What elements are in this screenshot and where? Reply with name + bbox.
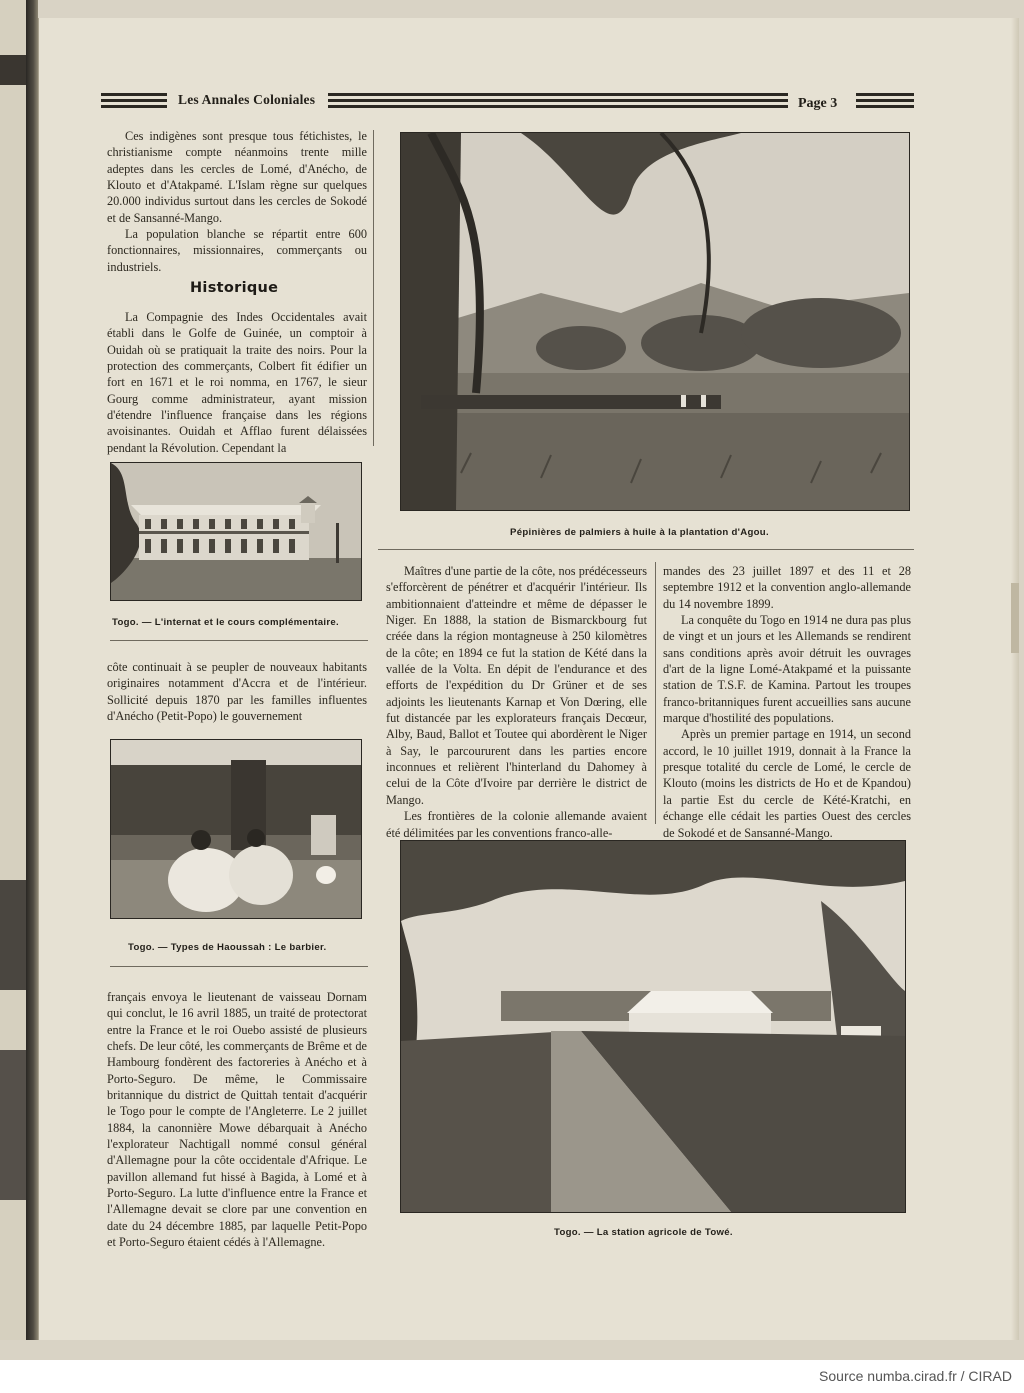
boarding-school-caption: Togo. — L'internat et le cours complémentaire. bbox=[112, 617, 340, 628]
section-rule bbox=[110, 966, 368, 967]
agricultural-station-caption: Togo. — La station agricole de Towé. bbox=[554, 1227, 733, 1238]
journal-title: Les Annales Coloniales bbox=[178, 92, 316, 107]
previous-page-edge bbox=[0, 0, 27, 1340]
paragraph: Les frontières de la colonie allemande avaient été délimitées par les conventions franco-alle- bbox=[386, 809, 647, 840]
barber-caption: Togo. — Types de Haoussah : Le barbier. bbox=[128, 942, 327, 953]
middle-column bbox=[386, 563, 647, 841]
previous-page-photo-edge-2 bbox=[0, 1050, 26, 1200]
left-column-history bbox=[107, 309, 367, 456]
left-column-continuation-2 bbox=[107, 989, 367, 1251]
agricultural-station-illustration bbox=[401, 841, 905, 1212]
boarding-school-photo bbox=[110, 462, 362, 601]
paragraph: français envoya le lieutenant de vaisseau Dornam qui conclut, le 16 avril 1885, un traité de protectorat entre la France et le roi Ouebo assisté de plusieurs chefs. De leur côté, les commerçants de Brême et de Hambourg fondèrent des factoreries à Anécho et à Porto-Seguro. De même, le Commissaire britannique du district de Quittah tentait d'acquérir le Togo pour le compte de l'Angleterre. Le 2 juillet 1884, la canonnière Mowe débarquait à Anécho l'explorateur Nachtigall nommé consul général d'Allemagne pour la côte occidentale d'Afrique. Le pavillon allemand fut hissé à Bagida, à Lomé et à Porto-Seguro. La lutte d'influence entre la France et l'Allemagne devait se clore par une convention en date du 24 décembre 1885, par laquelle Petit-Popo et Porto-Seguro étaient cédés à l'Allemagne. bbox=[107, 990, 367, 1250]
header-rule bbox=[328, 105, 788, 108]
palm-nursery-caption: Pépinières de palmiers à huile à la plantation d'Agou. bbox=[510, 527, 769, 538]
paragraph: La population blanche se répartit entre 600 fonctionnaires, missionnaires, commerçants ou industriels. bbox=[107, 227, 367, 274]
paragraph: La Compagnie des Indes Occidentales avait établi dans le Golfe de Guinée, un comptoir à Ouidah où se pratiquait la traite des noirs. Pour la protection des commerçants, Colbert fit édifier un fort en 1671 et le roi nomma, en 1767, le sieur Gourg comme administrateur, ayant mission d'étendre l'influence française dans les régions avoisinantes. Ouidah et Afflao furent délaissées pendant la Révolution. Cependant la bbox=[107, 310, 367, 455]
barber-illustration bbox=[111, 740, 361, 918]
header-rule bbox=[328, 93, 788, 96]
barber-photo bbox=[110, 739, 362, 919]
page-number: Page 3 bbox=[798, 96, 838, 111]
page-edge-tab bbox=[1011, 583, 1019, 653]
palm-nursery-illustration bbox=[401, 133, 909, 510]
boarding-school-illustration bbox=[111, 463, 361, 600]
header-rule bbox=[101, 99, 167, 102]
header-rule bbox=[328, 99, 788, 102]
paragraph: La conquête du Togo en 1914 ne dura pas plus de vingt et un jours et les Allemands se rendirent sans conditions après avoir détruit les ouvrages d'art de la ligne Lomé-Atakpamé et la puissante station de T.S.F. de Kamina. Partout les troupes franco-britanniques furent accueillies sans aucune marque d'hostilité des populations. bbox=[663, 613, 911, 726]
previous-page-photo-edge bbox=[0, 880, 26, 990]
column-rule bbox=[373, 130, 374, 446]
header-rule bbox=[856, 99, 914, 102]
left-column-continuation-1 bbox=[107, 659, 367, 724]
section-rule bbox=[378, 549, 914, 550]
header-rule bbox=[101, 105, 167, 108]
left-column-intro bbox=[107, 128, 367, 275]
footer bbox=[0, 1360, 1024, 1393]
column-rule bbox=[655, 562, 656, 824]
header-rule bbox=[856, 105, 914, 108]
section-heading: Historique bbox=[190, 280, 279, 296]
book-spine-shadow bbox=[26, 0, 38, 1340]
paragraph: Ces indigènes sont presque tous fétichistes, le christianisme compte néanmoins trente mille adeptes dans les cercles de Lomé, d'Anécho, de Klouto et d'Atakpamé. L'Islam règne sur quelques 20.000 individus surtout dans les cercles de Sokodé et de Sansanné-Mango. bbox=[107, 129, 367, 225]
agricultural-station-photo bbox=[400, 840, 906, 1213]
previous-page-header-band bbox=[0, 55, 26, 85]
header-rule bbox=[101, 93, 167, 96]
paragraph: Maîtres d'une partie de la côte, nos prédécesseurs s'efforcèrent de pénétrer et d'acquérir l'intérieur. Ils ambitionnaient d'atteindre et même de dépasser le Niger. En 1888, la station de Bismarckbourg fut créée dans la région montagneuse à 250 kilomètres de la côte; en 1894 ce fut la station de Kété dans la vallée de la Volta. En dépit de l'endurance et des efforts de l'expédition du Dr Grüner et de ses adjoints les lieutenants Karnap et Von Dœring, elle fut distancée par les explorateurs français Decœur, Alby, Baud, Ballot et Toutee qui abordèrent le Niger à Say, le parcoururent dans les parties encore inconnues et relièrent l'hinterland du Dahomey à celui de la Côte d'Ivoire par derrière le district de Mango. bbox=[386, 564, 647, 807]
page-right-edge bbox=[1011, 18, 1019, 1340]
paragraph: mandes des 23 juillet 1897 et des 11 et 28 septembre 1912 et la convention anglo-allemande du 14 novembre 1899. bbox=[663, 564, 911, 611]
paragraph: Après un premier partage en 1914, un second accord, le 10 juillet 1919, donnait à la France la presque totalité du cercle de Lomé, le cercle de Klouto (moins les districts de Ho et de Kpandou) la partie Est du cercle de Kété-Kratchi, en échange elle cédait les parties Ouest des cercles de Sokodé et de Sansanné-Mango. bbox=[663, 727, 911, 840]
header-rule bbox=[856, 93, 914, 96]
source-credit: Source numba.cirad.fr / CIRAD bbox=[819, 1368, 1012, 1384]
paragraph: côte continuait à se peupler de nouveaux habitants originaires notamment d'Accra et de l'intérieur. Sollicité depuis 1870 par les familles influentes d'Anécho (Petit-Popo) le gouvernement bbox=[107, 660, 367, 724]
right-column bbox=[663, 563, 911, 841]
palm-nursery-photo bbox=[400, 132, 910, 511]
section-rule bbox=[110, 640, 368, 641]
